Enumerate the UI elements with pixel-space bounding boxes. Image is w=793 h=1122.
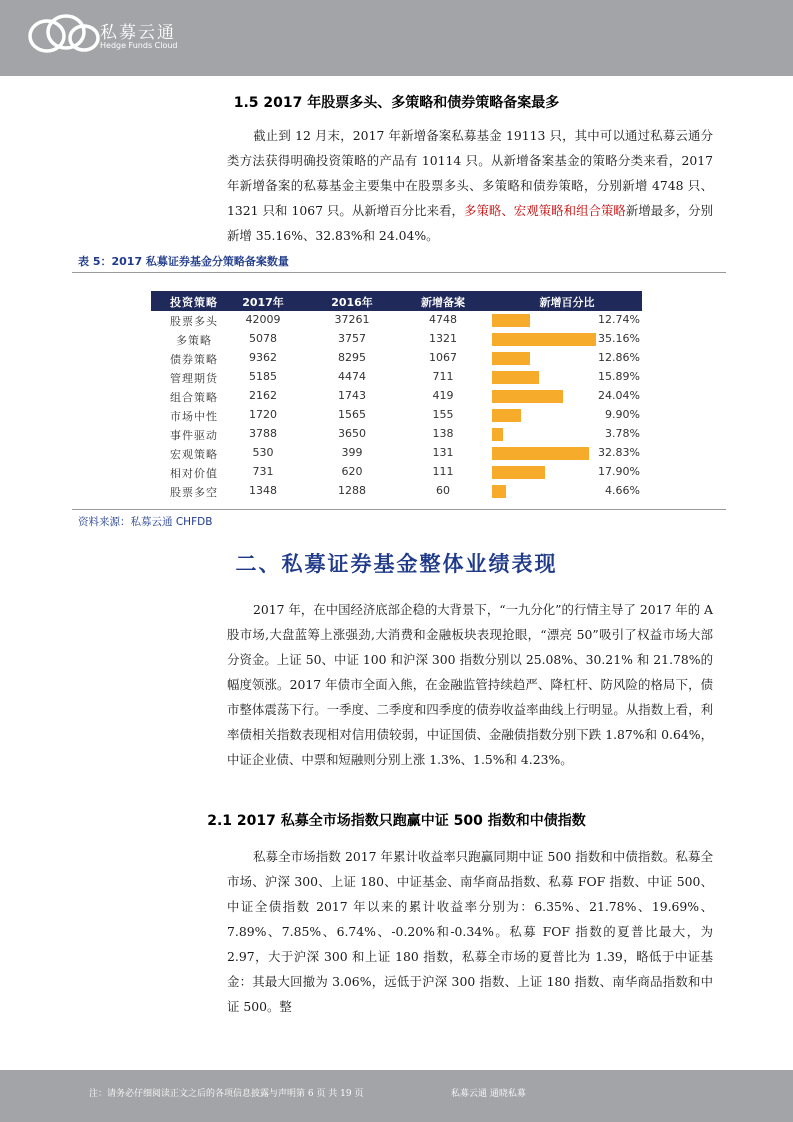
cell-added: 1321 bbox=[429, 332, 457, 345]
cell-pct: 32.83% bbox=[598, 446, 640, 459]
cloud-logo-icon bbox=[22, 10, 112, 60]
cell-strategy: 市场中性 bbox=[170, 410, 218, 423]
header-pct: 新增百分比 bbox=[539, 296, 595, 309]
table-row bbox=[151, 368, 642, 387]
page-footer bbox=[0, 1070, 793, 1122]
section-1-5-paragraph bbox=[227, 123, 713, 248]
cell-2017: 1348 bbox=[249, 484, 277, 497]
cell-pct: 12.74% bbox=[598, 313, 640, 326]
pct-bar bbox=[492, 390, 563, 403]
pct-bar bbox=[492, 466, 545, 479]
cell-2017: 731 bbox=[252, 465, 274, 478]
cell-pct: 35.16% bbox=[598, 332, 640, 345]
table-row bbox=[151, 425, 642, 444]
cell-strategy: 组合策略 bbox=[170, 391, 218, 404]
header-strategy: 投资策略 bbox=[170, 296, 218, 309]
caption-divider bbox=[72, 272, 726, 273]
table-source: 资料来源：私募云通 CHFDB bbox=[78, 516, 213, 528]
table-row bbox=[151, 406, 642, 425]
cell-strategy: 多策略 bbox=[176, 334, 212, 347]
cell-2017: 3788 bbox=[249, 427, 277, 440]
cell-strategy: 股票多空 bbox=[170, 486, 218, 499]
header-added: 新增备案 bbox=[421, 296, 465, 309]
cell-2016: 1288 bbox=[338, 484, 366, 497]
table-row bbox=[151, 444, 642, 463]
cell-pct: 17.90% bbox=[598, 465, 640, 478]
cell-pct: 12.86% bbox=[598, 351, 640, 364]
header-2016: 2016年 bbox=[331, 296, 373, 309]
cell-pct: 9.90% bbox=[605, 408, 640, 421]
pct-bar bbox=[492, 409, 521, 422]
section-1-5-title: 1.5 2017 年股票多头、多策略和债券策略备案最多 bbox=[233, 95, 560, 111]
pct-bar bbox=[492, 428, 503, 441]
cell-added: 4748 bbox=[429, 313, 457, 326]
brand-name-en: Hedge Funds Cloud bbox=[100, 41, 178, 50]
pct-bar bbox=[492, 352, 530, 365]
pct-bar bbox=[492, 314, 530, 327]
section-2-1-paragraph bbox=[227, 844, 713, 1019]
cell-pct: 3.78% bbox=[605, 427, 640, 440]
cell-added: 711 bbox=[432, 370, 454, 383]
cell-added: 138 bbox=[432, 427, 454, 440]
cell-2017: 5078 bbox=[249, 332, 277, 345]
cell-2017: 1720 bbox=[249, 408, 277, 421]
table-body bbox=[151, 311, 642, 501]
cell-2016: 399 bbox=[341, 446, 363, 459]
cell-2017: 42009 bbox=[245, 313, 281, 326]
table-row bbox=[151, 311, 642, 330]
chapter-2-paragraph bbox=[227, 597, 713, 772]
strategy-table bbox=[151, 291, 642, 501]
footer-note: 注：请务必仔细阅读正文之后的各项信息披露与声明第 6 页 共 19 页 bbox=[89, 1089, 364, 1099]
cell-2017: 5185 bbox=[249, 370, 277, 383]
cell-added: 419 bbox=[432, 389, 454, 402]
cell-pct: 24.04% bbox=[598, 389, 640, 402]
table-row bbox=[151, 349, 642, 368]
cell-added: 155 bbox=[432, 408, 454, 421]
cell-added: 111 bbox=[432, 465, 454, 478]
footer-brand: 私募云通 通晓私募 bbox=[451, 1089, 526, 1099]
table-header bbox=[151, 291, 642, 311]
cell-2016: 4474 bbox=[338, 370, 366, 383]
cell-2016: 37261 bbox=[334, 313, 370, 326]
brand-name: 私募云通 bbox=[100, 23, 176, 43]
cell-pct: 4.66% bbox=[605, 484, 640, 497]
cell-2016: 1565 bbox=[338, 408, 366, 421]
table-row bbox=[151, 330, 642, 349]
cell-2017: 530 bbox=[252, 446, 274, 459]
table-row bbox=[151, 482, 642, 501]
paragraph-text: 私募全市场指数 2017 年累计收益率只跑赢同期中证 500 指数和中债指数。私募全市场、沪深 300、上证 180、中证基金、南华商品指数、私募 FOF 指数、中证 500、中证全债指数 2017 年以来的累计收益率分别为：6.35%、21.78%、19.69%、7.89%、7.85%、6.74%、-0.20%和-0.34%。私募 FOF 指数的夏普比最大，为 2.97，大于沪深 300 和上证 180 指数，私募全市场的夏普比为 1.39，略低于中证基金：其最大回撤为 3.06%，远低于沪深 300 指数、上证 180 指数、南华商品指数和中证 500。整 bbox=[227, 849, 713, 1014]
cell-added: 1067 bbox=[429, 351, 457, 364]
cell-2017: 2162 bbox=[249, 389, 277, 402]
table-caption: 表 5：2017 私募证券基金分策略备案数量 bbox=[78, 255, 289, 268]
cell-strategy: 债券策略 bbox=[170, 353, 218, 366]
cell-2016: 8295 bbox=[338, 351, 366, 364]
cell-pct: 15.89% bbox=[598, 370, 640, 383]
paragraph-text: 截止到 12 月末，2017 年新增备案私募基金 19113 只，其中可以通过私募云通分类方法获得明确投资策略的产品有 10114 只。从新增备案基金的策略分类来看，2017 年新增备案的私募基金主要集中在股票多头、多策略和债券策略，分别新增 4748 只、1321 只和 1067 只。从新增百分比来看， bbox=[227, 128, 713, 218]
cell-strategy: 管理期货 bbox=[170, 372, 218, 385]
chapter-2-title: 二、私募证券基金整体业绩表现 bbox=[235, 551, 558, 576]
table-row bbox=[151, 463, 642, 482]
cell-2016: 620 bbox=[341, 465, 363, 478]
table-row bbox=[151, 387, 642, 406]
cell-2016: 3650 bbox=[338, 427, 366, 440]
cell-strategy: 股票多头 bbox=[170, 315, 218, 328]
cell-added: 131 bbox=[432, 446, 454, 459]
pct-bar bbox=[492, 485, 506, 498]
paragraph-text: 2017 年，在中国经济底部企稳的大背景下，“一九分化”的行情主导了 2017 年的 A 股市场,大盘蓝筹上涨强劲,大消费和金融板块表现抢眼，“漂亮 50”吸引了权益市场大部分资金。上证 50、中证 100 和沪深 300 指数分别以 25.08%、30.21% 和 21.78%的幅度领涨。2017 年债市全面入熊，在金融监管持续趋严、降杠杆、防风险的格局下，债市整体震荡下行。一季度、二季度和四季度的债券收益率曲线上行明显。从指数上看，利率债相关指数表现相对信用债较弱，中证国债、金融债指数分别下跌 1.87%和 0.64%，中证企业债、中票和短融则分别上涨 1.3%、1.5%和 4.23%。 bbox=[227, 602, 713, 767]
pct-bar bbox=[492, 371, 539, 384]
page-header bbox=[0, 0, 793, 76]
cell-added: 60 bbox=[436, 484, 450, 497]
highlighted-text: 多策略、宏观策略和组合策略 bbox=[463, 203, 626, 218]
cell-2016: 1743 bbox=[338, 389, 366, 402]
cell-strategy: 相对价值 bbox=[170, 467, 218, 480]
paragraph-tail: 新增最多，分别新增 35.16%、32.83%和 24.04%。 bbox=[227, 203, 714, 243]
header-2017: 2017年 bbox=[242, 296, 284, 309]
cell-2016: 3757 bbox=[338, 332, 366, 345]
section-2-1-title: 2.1 2017 私募全市场指数只跑赢中证 500 指数和中债指数 bbox=[207, 813, 586, 829]
cell-2017: 9362 bbox=[249, 351, 277, 364]
table-bottom-divider bbox=[72, 509, 726, 510]
cell-strategy: 宏观策略 bbox=[170, 448, 218, 461]
cell-strategy: 事件驱动 bbox=[170, 429, 218, 442]
